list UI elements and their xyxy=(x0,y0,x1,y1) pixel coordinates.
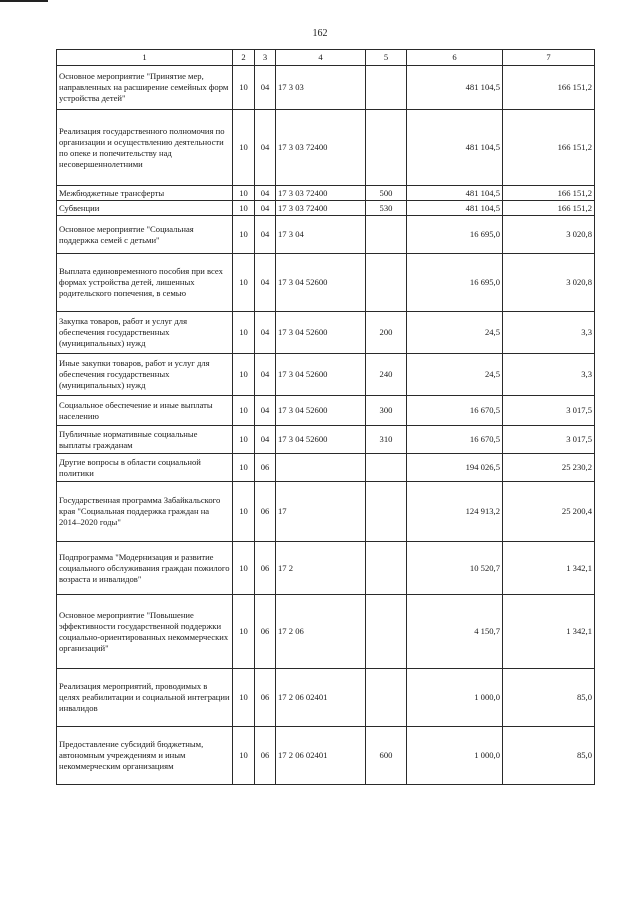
row-section: 10 xyxy=(233,595,255,669)
row-amount-1: 194 026,5 xyxy=(407,454,503,482)
row-section: 10 xyxy=(233,396,255,426)
row-expense-type xyxy=(366,254,407,312)
row-section: 10 xyxy=(233,354,255,396)
row-subsection: 04 xyxy=(255,312,276,354)
row-target-code: 17 3 04 52600 xyxy=(276,354,366,396)
row-target-code xyxy=(276,454,366,482)
row-target-code: 17 3 03 xyxy=(276,66,366,110)
row-section: 10 xyxy=(233,426,255,454)
row-name: Основное мероприятие "Принятие мер, направленных на расширение семейных форм устройства детей" xyxy=(57,66,233,110)
row-expense-type xyxy=(366,542,407,595)
row-section: 10 xyxy=(233,482,255,542)
column-header: 1 xyxy=(57,50,233,66)
table-row xyxy=(57,669,595,727)
row-expense-type: 240 xyxy=(366,354,407,396)
column-header: 3 xyxy=(255,50,276,66)
row-amount-2: 1 342,1 xyxy=(503,595,595,669)
row-amount-2: 85,0 xyxy=(503,669,595,727)
row-amount-2: 166 151,2 xyxy=(503,186,595,201)
column-header: 5 xyxy=(366,50,407,66)
table-row xyxy=(57,201,595,216)
row-subsection: 04 xyxy=(255,254,276,312)
row-target-code: 17 3 04 52600 xyxy=(276,312,366,354)
row-subsection: 06 xyxy=(255,482,276,542)
scan-edge-mark xyxy=(0,0,48,2)
row-section: 10 xyxy=(233,110,255,186)
row-target-code: 17 3 03 72400 xyxy=(276,110,366,186)
row-amount-1: 481 104,5 xyxy=(407,201,503,216)
row-section: 10 xyxy=(233,542,255,595)
row-amount-1: 16 695,0 xyxy=(407,254,503,312)
row-name: Другие вопросы в области социальной политики xyxy=(57,454,233,482)
budget-table xyxy=(56,49,595,785)
row-expense-type: 530 xyxy=(366,201,407,216)
row-expense-type xyxy=(366,66,407,110)
row-name: Основное мероприятие "Повышение эффективности государственной поддержки социально-ориентированных некоммерческих организаций" xyxy=(57,595,233,669)
row-section: 10 xyxy=(233,669,255,727)
row-expense-type: 600 xyxy=(366,727,407,785)
table-row xyxy=(57,216,595,254)
row-amount-1: 16 695,0 xyxy=(407,216,503,254)
row-amount-1: 1 000,0 xyxy=(407,727,503,785)
row-section: 10 xyxy=(233,201,255,216)
row-subsection: 06 xyxy=(255,595,276,669)
page-number: 162 xyxy=(312,28,328,39)
row-subsection: 04 xyxy=(255,186,276,201)
row-subsection: 06 xyxy=(255,542,276,595)
row-amount-2: 3 017,5 xyxy=(503,426,595,454)
row-amount-2: 166 151,2 xyxy=(503,66,595,110)
row-section: 10 xyxy=(233,66,255,110)
row-expense-type xyxy=(366,216,407,254)
table-row xyxy=(57,454,595,482)
row-subsection: 04 xyxy=(255,201,276,216)
row-amount-2: 3 020,8 xyxy=(503,254,595,312)
row-expense-type xyxy=(366,110,407,186)
table-row xyxy=(57,186,595,201)
column-header: 4 xyxy=(276,50,366,66)
row-name: Закупка товаров, работ и услуг для обеспечения государственных (муниципальных) нужд xyxy=(57,312,233,354)
row-name: Социальное обеспечение и иные выплаты населению xyxy=(57,396,233,426)
row-subsection: 06 xyxy=(255,669,276,727)
header-row xyxy=(57,50,595,66)
row-name: Выплата единовременного пособия при всех формах устройства детей, лишенных родительского попечения, в семью xyxy=(57,254,233,312)
row-subsection: 06 xyxy=(255,727,276,785)
row-name: Основное мероприятие "Социальная поддержка семей с детьми" xyxy=(57,216,233,254)
row-name: Подпрограмма "Модернизация и развитие социального обслуживания граждан пожилого возраста и инвалидов" xyxy=(57,542,233,595)
row-name: Реализация государственного полномочия по организации и осуществлению деятельности по опеке и попечительству над несовершеннолетними xyxy=(57,110,233,186)
row-section: 10 xyxy=(233,254,255,312)
row-name: Реализация мероприятий, проводимых в целях реабилитации и социальной интеграции инвалидов xyxy=(57,669,233,727)
row-section: 10 xyxy=(233,727,255,785)
row-target-code: 17 2 06 xyxy=(276,595,366,669)
row-section: 10 xyxy=(233,454,255,482)
row-expense-type: 500 xyxy=(366,186,407,201)
row-target-code: 17 3 04 xyxy=(276,216,366,254)
table-row xyxy=(57,66,595,110)
table-row xyxy=(57,354,595,396)
table-row xyxy=(57,595,595,669)
row-target-code: 17 xyxy=(276,482,366,542)
row-name: Межбюджетные трансферты xyxy=(57,186,233,201)
column-header: 7 xyxy=(503,50,595,66)
column-header: 2 xyxy=(233,50,255,66)
row-amount-2: 25 200,4 xyxy=(503,482,595,542)
row-expense-type xyxy=(366,454,407,482)
row-subsection: 04 xyxy=(255,216,276,254)
row-subsection: 06 xyxy=(255,454,276,482)
row-name: Предоставление субсидий бюджетным, автономным учреждениям и иным некоммерческим организациям xyxy=(57,727,233,785)
row-amount-1: 481 104,5 xyxy=(407,186,503,201)
row-name: Субвенции xyxy=(57,201,233,216)
row-amount-2: 3 020,8 xyxy=(503,216,595,254)
row-amount-1: 1 000,0 xyxy=(407,669,503,727)
row-section: 10 xyxy=(233,312,255,354)
row-subsection: 04 xyxy=(255,66,276,110)
row-amount-1: 16 670,5 xyxy=(407,396,503,426)
row-amount-1: 124 913,2 xyxy=(407,482,503,542)
table-row xyxy=(57,396,595,426)
row-name: Публичные нормативные социальные выплаты гражданам xyxy=(57,426,233,454)
row-target-code: 17 3 04 52600 xyxy=(276,396,366,426)
table-row xyxy=(57,110,595,186)
row-target-code: 17 3 04 52600 xyxy=(276,426,366,454)
row-amount-1: 481 104,5 xyxy=(407,110,503,186)
row-subsection: 04 xyxy=(255,426,276,454)
table-row xyxy=(57,727,595,785)
row-amount-1: 24,5 xyxy=(407,312,503,354)
row-subsection: 04 xyxy=(255,110,276,186)
row-amount-2: 3 017,5 xyxy=(503,396,595,426)
table-row xyxy=(57,542,595,595)
table-row xyxy=(57,426,595,454)
row-name: Государственная программа Забайкальского края "Социальная поддержка граждан на 2014–2020 годы" xyxy=(57,482,233,542)
row-expense-type xyxy=(366,669,407,727)
table-row xyxy=(57,312,595,354)
row-amount-2: 25 230,2 xyxy=(503,454,595,482)
row-target-code: 17 3 03 72400 xyxy=(276,201,366,216)
row-amount-1: 10 520,7 xyxy=(407,542,503,595)
table-row xyxy=(57,254,595,312)
row-expense-type: 300 xyxy=(366,396,407,426)
row-amount-1: 481 104,5 xyxy=(407,66,503,110)
row-expense-type xyxy=(366,482,407,542)
row-amount-1: 4 150,7 xyxy=(407,595,503,669)
table-row xyxy=(57,482,595,542)
row-target-code: 17 2 06 02401 xyxy=(276,669,366,727)
row-expense-type: 200 xyxy=(366,312,407,354)
row-subsection: 04 xyxy=(255,396,276,426)
row-expense-type: 310 xyxy=(366,426,407,454)
row-target-code: 17 2 06 02401 xyxy=(276,727,366,785)
column-header: 6 xyxy=(407,50,503,66)
row-amount-2: 166 151,2 xyxy=(503,110,595,186)
row-amount-1: 24,5 xyxy=(407,354,503,396)
row-target-code: 17 3 03 72400 xyxy=(276,186,366,201)
row-section: 10 xyxy=(233,186,255,201)
row-amount-2: 1 342,1 xyxy=(503,542,595,595)
row-amount-2: 85,0 xyxy=(503,727,595,785)
row-expense-type xyxy=(366,595,407,669)
row-amount-2: 3,3 xyxy=(503,312,595,354)
row-section: 10 xyxy=(233,216,255,254)
row-amount-1: 16 670,5 xyxy=(407,426,503,454)
row-amount-2: 166 151,2 xyxy=(503,201,595,216)
row-subsection: 04 xyxy=(255,354,276,396)
row-amount-2: 3,3 xyxy=(503,354,595,396)
row-name: Иные закупки товаров, работ и услуг для обеспечения государственных (муниципальных) нужд xyxy=(57,354,233,396)
row-target-code: 17 2 xyxy=(276,542,366,595)
row-target-code: 17 3 04 52600 xyxy=(276,254,366,312)
